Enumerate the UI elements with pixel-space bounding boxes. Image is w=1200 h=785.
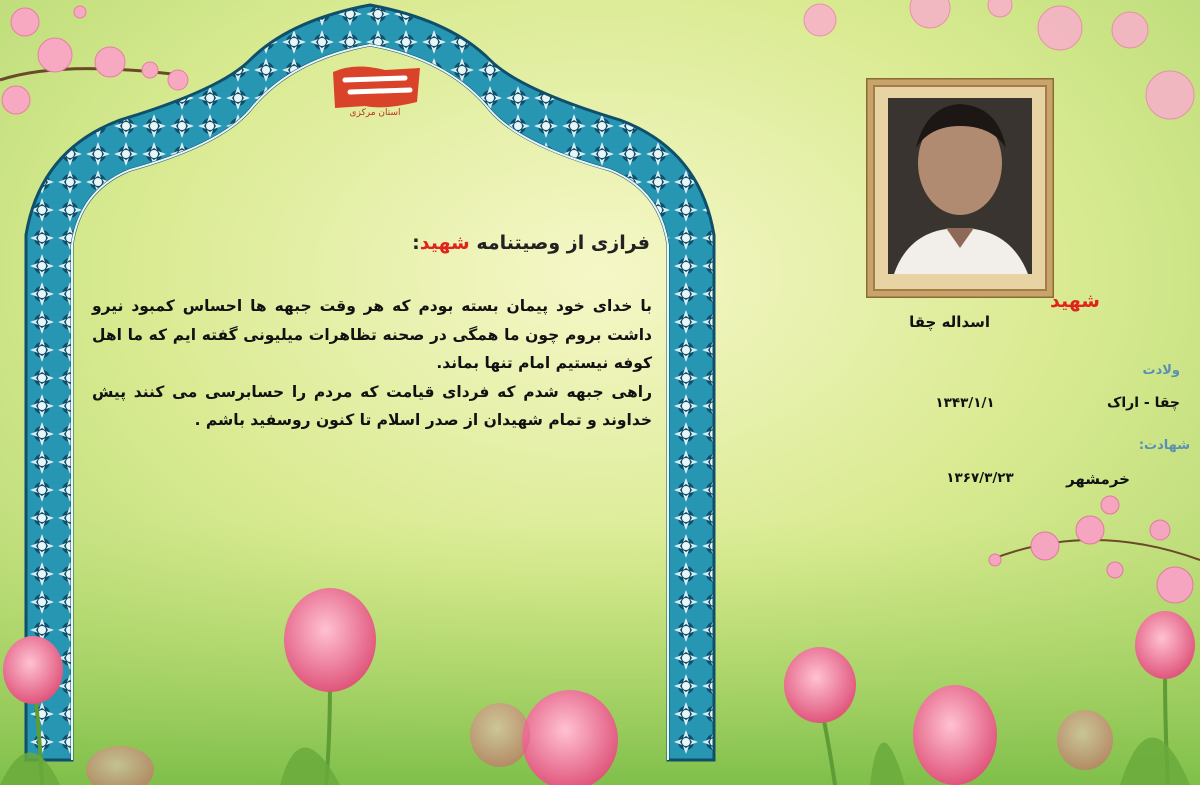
birth-label: ولادت bbox=[1142, 363, 1180, 378]
heading-suffix: : bbox=[412, 232, 420, 254]
martyrdom-label: شهادت: bbox=[1138, 438, 1190, 453]
testament-text bbox=[92, 292, 652, 435]
martyr-photo-frame bbox=[866, 78, 1054, 298]
testament-heading bbox=[360, 232, 650, 254]
martyrdom-place: خرمشهر bbox=[1066, 470, 1130, 488]
heading-prefix: فرازی از وصیتنامه bbox=[476, 232, 650, 254]
birth-place: چقا - اراک bbox=[1107, 395, 1180, 411]
martyr-title: شهید bbox=[1050, 290, 1100, 312]
birth-date: ۱۳۴۳/۱/۱ bbox=[935, 395, 995, 411]
testament-paragraph: با خدای خود پیمان بسته بودم که هر وقت جبهه ها احساس کمبود نیرو داشت بروم چون ما همگی در صحنه تظاهرات میلیونی گفته ایم که ما اهل کوفه نیستیم امام تنها بماند. bbox=[92, 297, 652, 372]
logo-caption: استان مرکزی bbox=[349, 108, 401, 118]
testament-paragraph: راهی جبهه شدم که فردای قیامت که مردم را حسابرسی می کنند پیش خداوند و تمام شهیدان از صدر اسلام تا کنون روسفید باشم . bbox=[92, 382, 652, 429]
heading-highlight: شهید bbox=[419, 232, 470, 254]
martyr-name: اسداله چقا bbox=[909, 313, 990, 331]
martyrdom-date: ۱۳۶۷/۳/۲۳ bbox=[946, 470, 1014, 486]
